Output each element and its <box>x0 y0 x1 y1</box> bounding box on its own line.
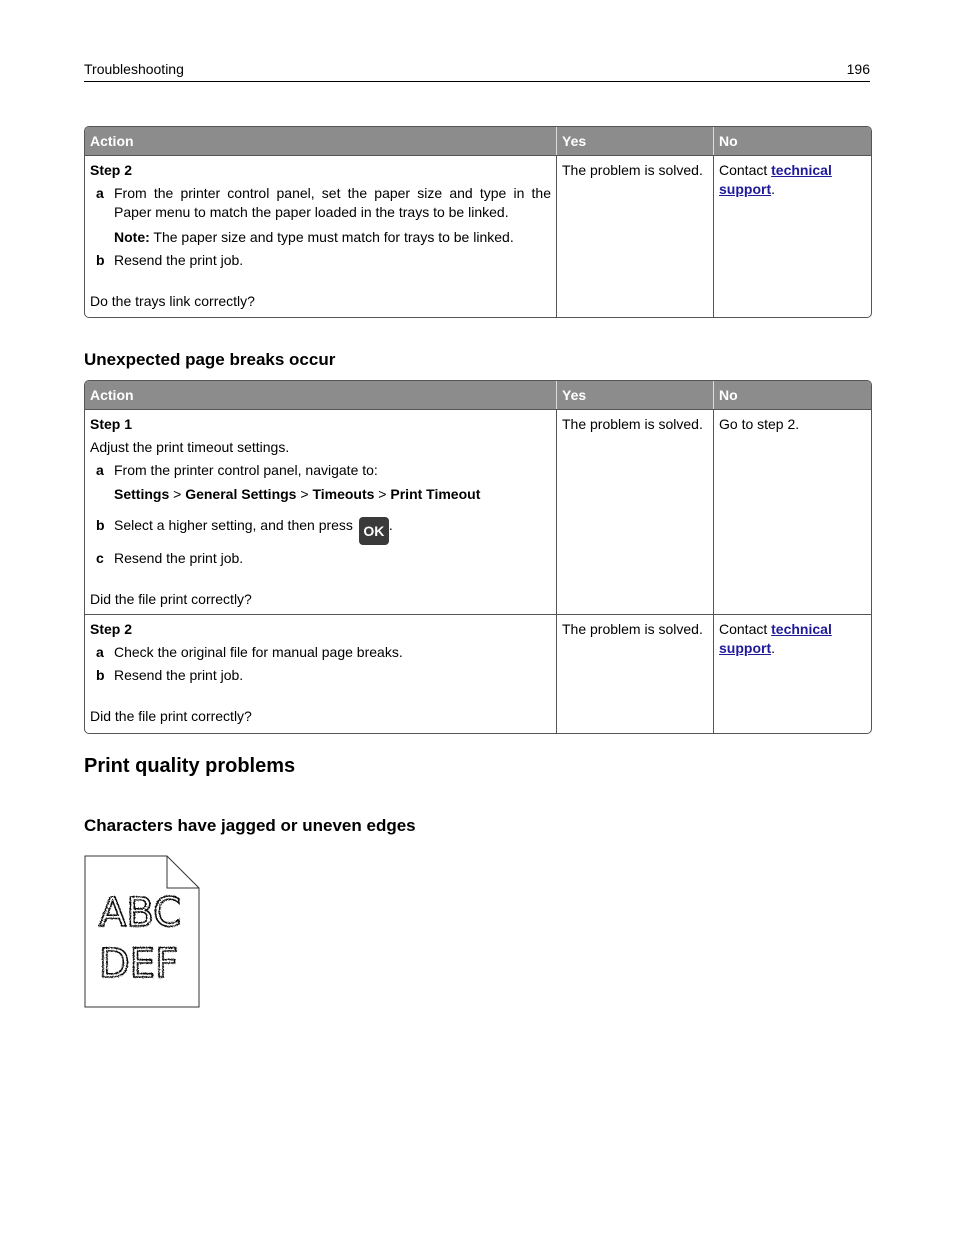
troubleshooting-table-trays <box>84 126 872 318</box>
list-item <box>90 666 551 685</box>
item-letter: a <box>96 185 104 201</box>
section-heading-unexpected-page-breaks: Unexpected page breaks occur <box>84 350 336 369</box>
item-letter: a <box>96 644 104 660</box>
column-header-yes: Yes <box>556 127 713 155</box>
item-letter: b <box>96 517 105 533</box>
item-text: Resend the print job. <box>114 252 244 268</box>
step-label: Step 1 <box>90 416 133 432</box>
step-label: Step 2 <box>90 621 133 637</box>
jagged-characters-illustration <box>84 855 200 1008</box>
column-header-no: No <box>713 127 871 155</box>
path-timeouts: Timeouts <box>312 486 375 502</box>
troubleshooting-table-page-breaks <box>84 380 872 734</box>
yes-cell: The problem is solved. <box>556 155 713 317</box>
item-text: Select a higher setting, and then press <box>114 517 357 533</box>
path-settings: Settings <box>114 486 170 502</box>
step-label: Step 2 <box>90 162 133 178</box>
list-item <box>90 643 551 662</box>
item-text: From the printer control panel, navigate to: <box>114 462 378 478</box>
list-item <box>90 184 551 222</box>
no-cell: Go to step 2. <box>713 409 871 614</box>
item-letter: a <box>96 462 104 478</box>
header-rule <box>84 81 870 82</box>
no-suffix: . <box>771 181 775 197</box>
note-label: Note: <box>114 229 150 245</box>
list-item <box>90 461 551 480</box>
running-header-section: Troubleshooting <box>84 61 184 77</box>
item-text: Resend the print job. <box>114 667 244 683</box>
list-item <box>90 251 551 270</box>
action-cell <box>85 614 556 733</box>
step-intro: Adjust the print timeout settings. <box>90 439 290 455</box>
item-text: From the printer control panel, set the paper size and type in the Paper menu to match the paper loaded in the trays to be linked. <box>114 185 551 220</box>
question: Did the file print correctly? <box>90 708 252 724</box>
item-letter: b <box>96 667 105 683</box>
list-item <box>90 549 551 568</box>
note-text: The paper size and type must match for trays to be linked. <box>149 229 514 245</box>
table-row <box>85 155 871 317</box>
section-heading-print-quality: Print quality problems <box>84 755 296 777</box>
table-row <box>85 614 871 733</box>
path-print-timeout: Print Timeout <box>390 486 481 502</box>
list-item <box>90 516 551 545</box>
item-text: Resend the print job. <box>114 550 244 566</box>
no-suffix: . <box>771 640 775 656</box>
yes-cell: The problem is solved. <box>556 614 713 733</box>
note <box>90 228 551 247</box>
action-cell <box>85 409 556 614</box>
path-separator: > <box>374 486 391 502</box>
question: Did the file print correctly? <box>90 591 252 607</box>
no-cell <box>713 614 871 733</box>
item-letter: c <box>96 550 104 566</box>
menu-path <box>90 485 551 504</box>
page-number: 196 <box>846 61 870 77</box>
table-row <box>85 409 871 614</box>
action-cell <box>85 155 556 317</box>
technical-support-link[interactable]: technical support <box>719 621 832 656</box>
column-header-action: Action <box>85 381 556 409</box>
path-separator: > <box>296 486 313 502</box>
no-cell <box>713 155 871 317</box>
path-separator: > <box>169 486 186 502</box>
ok-button-icon: OK <box>359 517 389 545</box>
item-text: Check the original file for manual page breaks. <box>114 644 403 660</box>
path-general-settings: General Settings <box>185 486 297 502</box>
column-header-no: No <box>713 381 871 409</box>
column-header-yes: Yes <box>556 381 713 409</box>
no-prefix: Contact <box>719 162 772 178</box>
technical-support-link[interactable]: technical support <box>719 162 832 197</box>
item-suffix: . <box>388 517 393 533</box>
yes-cell: The problem is solved. <box>556 409 713 614</box>
item-letter: b <box>96 252 105 268</box>
illustration-line-1: ABC <box>99 890 182 936</box>
no-prefix: Contact <box>719 621 772 637</box>
question: Do the trays link correctly? <box>90 293 255 309</box>
column-header-action: Action <box>85 127 556 155</box>
illustration-line-2: DEF <box>99 941 179 987</box>
section-heading-jagged-edges: Characters have jagged or uneven edges <box>84 816 416 835</box>
